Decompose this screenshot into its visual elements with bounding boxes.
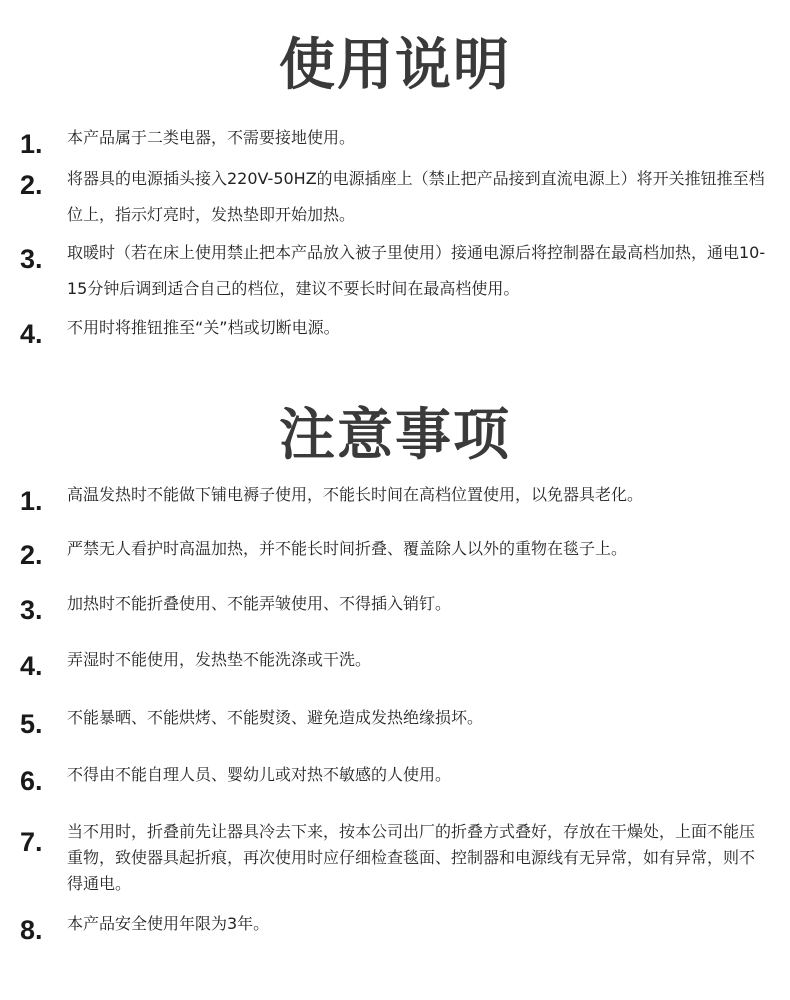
notes-item-number: 8. <box>20 915 43 945</box>
notes-item-text: 本产品安全使用年限为3年。 <box>67 914 270 933</box>
usage-item-text: 将器具的电源插头接入220V-50HZ的电源插座上（禁止把产品接到直流电源上）将开关推钮推至档位上，指示灯亮时，发热垫即开始加热。 <box>67 169 765 224</box>
notes-item-text: 高温发热时不能做下铺电褥子使用，不能长时间在高档位置使用，以免器具老化。 <box>67 485 644 504</box>
notes-item-text: 不得由不能自理人员、婴幼儿或对热不敏感的人使用。 <box>67 765 452 784</box>
notes-title: 注意事项 <box>279 403 511 468</box>
usage-item-number: 2. <box>20 170 43 200</box>
usage-item-text: 取暖时（若在床上使用禁止把本产品放入被子里使用）接通电源后将控制器在最高档加热，通电10-15分钟后调到适合自己的档位，建议不要长时间在最高档使用。 <box>67 243 766 298</box>
notes-item-number: 3. <box>20 595 43 625</box>
notes-item-text: 弄湿时不能使用，发热垫不能洗涤或干洗。 <box>67 650 372 669</box>
usage-item-text: 不用时将推钮推至“关”档或切断电源。 <box>67 318 340 337</box>
notes-item-number: 2. <box>20 540 43 570</box>
notes-item-text: 不能暴晒、不能烘烤、不能熨烫、避免造成发热绝缘损坏。 <box>67 708 484 727</box>
usage-title: 使用说明 <box>279 33 511 98</box>
notes-item-number: 6. <box>20 766 43 796</box>
notes-item-text: 加热时不能折叠使用、不能弄皱使用、不得插入销钉。 <box>67 594 452 613</box>
notes-item-text: 当不用时，折叠前先让器具冷去下来，按本公司出厂的折叠方式叠好，存放在干燥处，上面不能压重物，致使器具起折痕，再次使用时应仔细检查毯面、控制器和电源线有无异常，如有异常，则不得通电。 <box>67 822 756 893</box>
notes-item-number: 4. <box>20 651 43 681</box>
usage-item-number: 4. <box>20 319 43 349</box>
usage-item-text: 本产品属于二类电器，不需要接地使用。 <box>67 128 356 147</box>
usage-item-number: 1. <box>20 129 43 159</box>
notes-item-number: 5. <box>20 709 43 739</box>
usage-item-number: 3. <box>20 244 43 274</box>
notes-item-number: 7. <box>20 827 43 857</box>
notes-item-number: 1. <box>20 486 43 516</box>
notes-item-text: 严禁无人看护时高温加热，并不能长时间折叠、覆盖除人以外的重物在毯子上。 <box>67 539 628 558</box>
